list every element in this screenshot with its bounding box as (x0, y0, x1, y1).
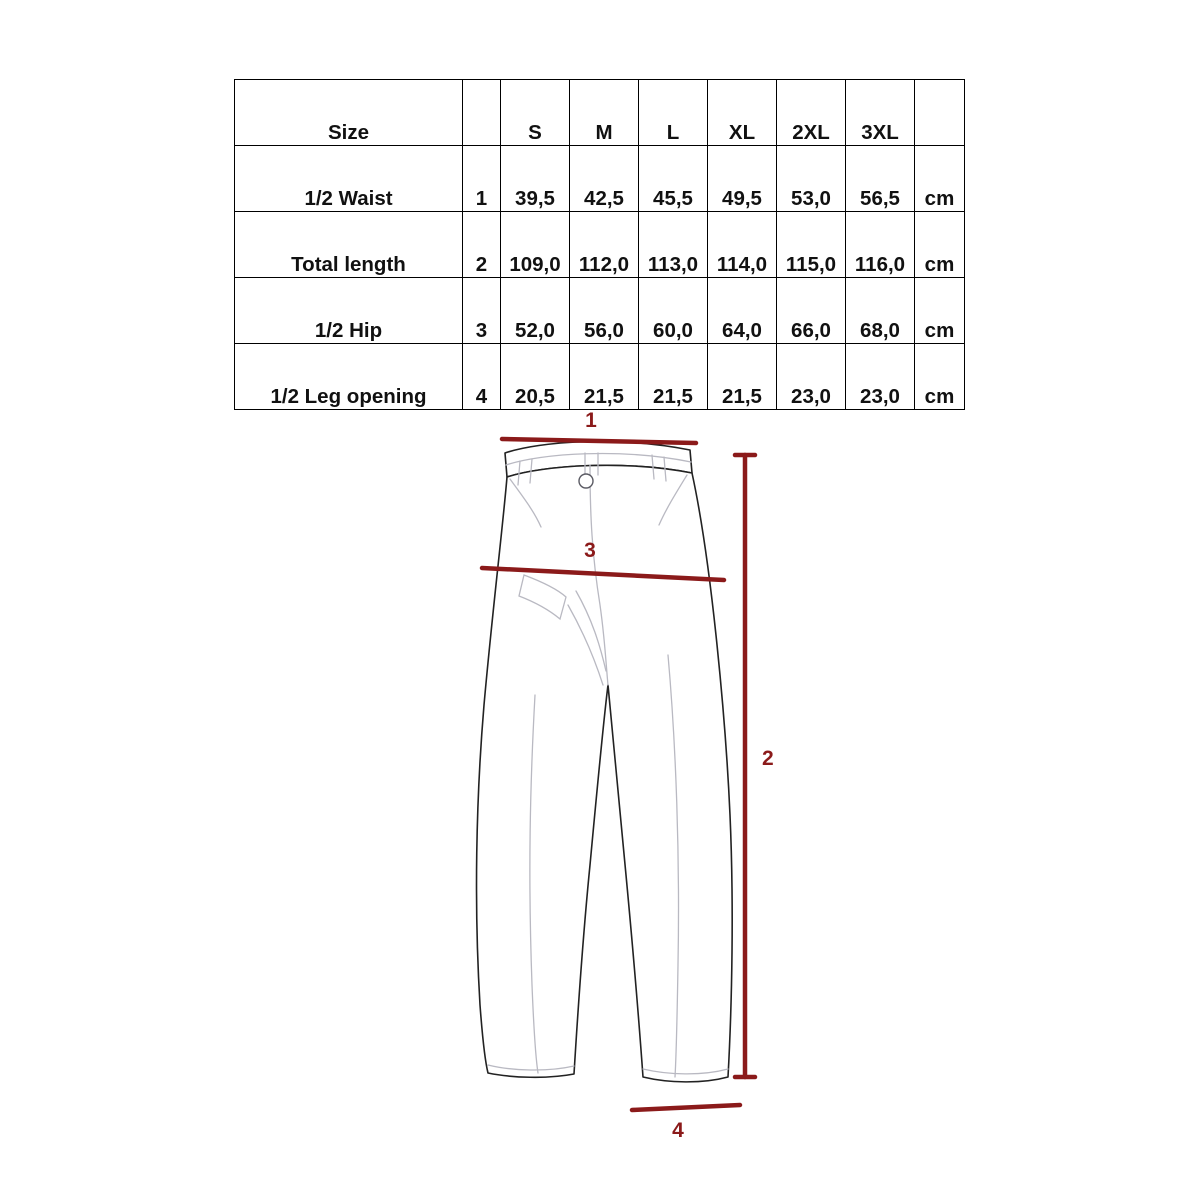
header-size-l: L (639, 80, 708, 146)
size-chart-table (234, 79, 965, 410)
trousers-outline-group (477, 442, 733, 1082)
cell-total-length-m: 112,0 (570, 212, 639, 278)
cell-half-leg-opening-3xl: 23,0 (846, 344, 915, 410)
measure-label-1: 1 (585, 409, 597, 432)
cell-half-leg-opening-m: 21,5 (570, 344, 639, 410)
row-number-2: 2 (463, 212, 501, 278)
cell-half-waist-xl: 49,5 (708, 146, 777, 212)
table-row (235, 146, 965, 212)
row-label-total-length: Total length (235, 212, 463, 278)
table-row (235, 278, 965, 344)
cell-total-length-l: 113,0 (639, 212, 708, 278)
measure-label-3: 3 (584, 539, 596, 562)
header-size-xl: XL (708, 80, 777, 146)
cell-half-hip-2xl: 66,0 (777, 278, 846, 344)
row-label-half-leg-opening: 1/2 Leg opening (235, 344, 463, 410)
row-unit-half-hip: cm (915, 278, 965, 344)
cell-half-hip-3xl: 68,0 (846, 278, 915, 344)
cell-total-length-2xl: 115,0 (777, 212, 846, 278)
cell-total-length-3xl: 116,0 (846, 212, 915, 278)
row-unit-total-length: cm (915, 212, 965, 278)
row-unit-half-leg-opening: cm (915, 344, 965, 410)
header-size-m: M (570, 80, 639, 146)
cell-half-leg-opening-2xl: 23,0 (777, 344, 846, 410)
cell-half-waist-3xl: 56,5 (846, 146, 915, 212)
measure-line-1-waist (502, 439, 696, 443)
cell-half-leg-opening-xl: 21,5 (708, 344, 777, 410)
cell-half-hip-xl: 64,0 (708, 278, 777, 344)
table-row (235, 344, 965, 410)
measure-line-4-leg-opening (632, 1105, 740, 1110)
row-label-half-waist: 1/2 Waist (235, 146, 463, 212)
header-size-2xl: 2XL (777, 80, 846, 146)
measure-label-2: 2 (762, 747, 774, 770)
cell-half-hip-m: 56,0 (570, 278, 639, 344)
trousers-diagram (440, 405, 860, 1175)
cell-half-leg-opening-l: 21,5 (639, 344, 708, 410)
header-size-label: Size (235, 80, 463, 146)
header-unit-column (915, 80, 965, 146)
cell-half-leg-opening-s: 20,5 (501, 344, 570, 410)
table-row (235, 212, 965, 278)
measure-label-4: 4 (672, 1119, 684, 1142)
row-number-1: 1 (463, 146, 501, 212)
cell-half-waist-m: 42,5 (570, 146, 639, 212)
header-size-3xl: 3XL (846, 80, 915, 146)
cell-half-waist-2xl: 53,0 (777, 146, 846, 212)
trousers-body-shape (477, 465, 733, 1082)
row-label-half-hip: 1/2 Hip (235, 278, 463, 344)
cell-total-length-s: 109,0 (501, 212, 570, 278)
row-unit-half-waist: cm (915, 146, 965, 212)
row-number-4: 4 (463, 344, 501, 410)
size-chart-table-container (234, 79, 964, 410)
header-number-column (463, 80, 501, 146)
button-icon (579, 474, 593, 488)
cell-half-hip-s: 52,0 (501, 278, 570, 344)
cell-half-hip-l: 60,0 (639, 278, 708, 344)
cell-half-waist-l: 45,5 (639, 146, 708, 212)
cell-total-length-xl: 114,0 (708, 212, 777, 278)
row-number-3: 3 (463, 278, 501, 344)
header-size-s: S (501, 80, 570, 146)
cell-half-waist-s: 39,5 (501, 146, 570, 212)
table-header-row (235, 80, 965, 146)
